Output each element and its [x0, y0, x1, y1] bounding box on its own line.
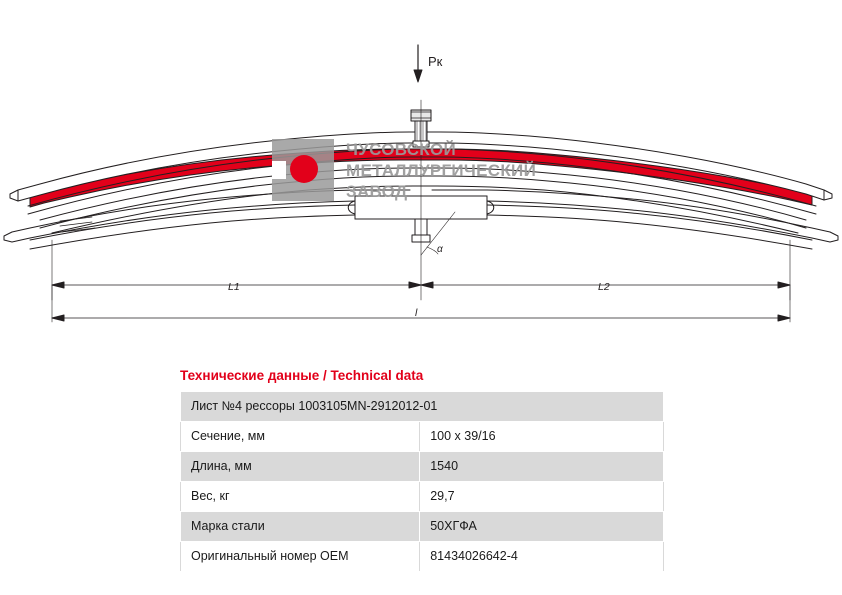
table-row-header [181, 392, 664, 422]
table-row [181, 452, 664, 482]
row-label: Оригинальный номер OEM [181, 542, 420, 572]
dimension-l2-label: L2 [598, 281, 610, 293]
table-row [181, 422, 664, 452]
row-value: 50ХГФА [420, 512, 664, 542]
spring-leaf-designation: Лист №4 рессоры 1003105MN-2912012-01 [181, 392, 664, 422]
row-label: Длина, мм [181, 452, 420, 482]
technical-data-title: Технические данные / Technical data [180, 368, 424, 383]
row-value: 81434026642-4 [420, 542, 664, 572]
row-label: Марка стали [181, 512, 420, 542]
technical-data-table [180, 391, 664, 572]
watermark-line-2: МЕТАЛЛУРГИЧЕСКИЙ [346, 160, 537, 180]
table-row [181, 482, 664, 512]
table-row [181, 512, 664, 542]
row-label: Сечение, мм [181, 422, 420, 452]
watermark-line-3: ЗАВОД [346, 181, 408, 201]
row-value: 100 х 39/16 [420, 422, 664, 452]
watermark-line-1: ЧУСОВСКОЙ [346, 139, 457, 159]
load-label: Pк [428, 54, 443, 69]
row-label: Вес, кг [181, 482, 420, 512]
table-row [181, 542, 664, 572]
angle-label: α [437, 244, 443, 255]
row-value: 1540 [420, 452, 664, 482]
dimension-l-label: l [415, 307, 418, 319]
dimension-l1-label: L1 [228, 281, 240, 293]
technical-data-block [180, 368, 664, 572]
row-value: 29,7 [420, 482, 664, 512]
